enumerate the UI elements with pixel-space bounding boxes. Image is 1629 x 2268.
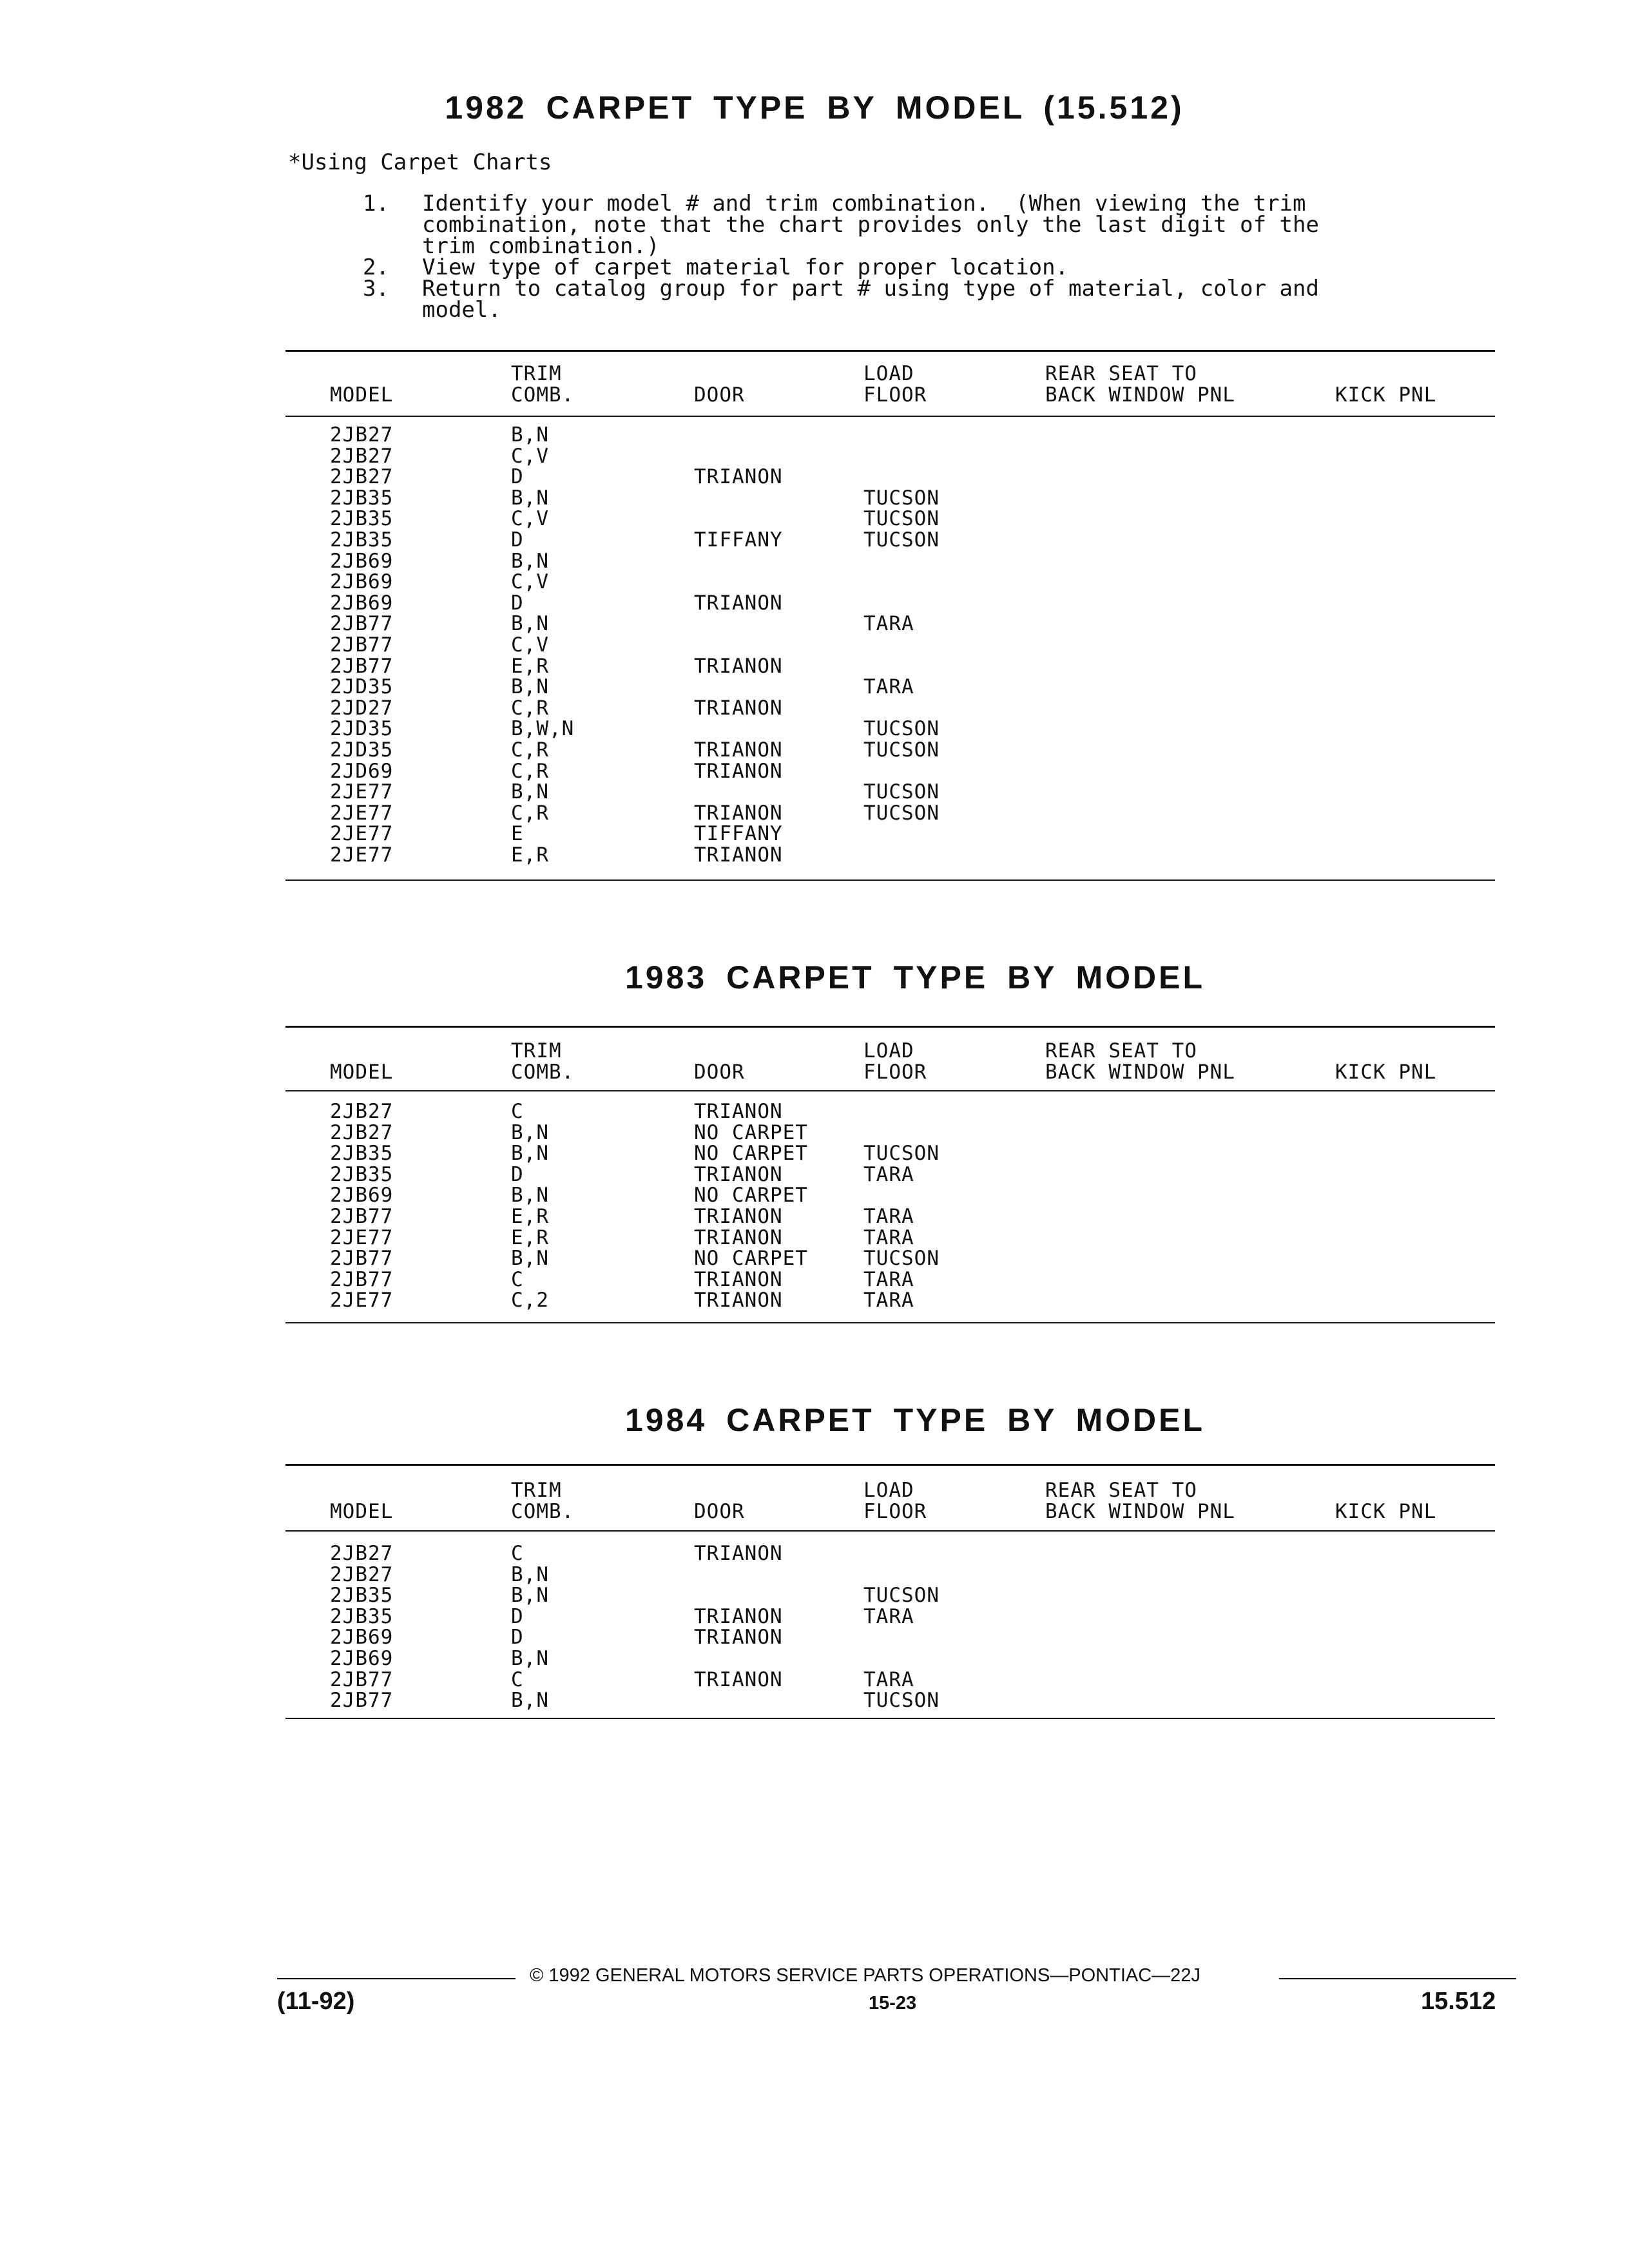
column-load-floor: TUCSON TARA TARA TUCSON bbox=[863, 1584, 940, 1713]
column-door: TRIANON TRIANON TRIANON TRIANON bbox=[694, 1542, 783, 1691]
header-rear-seat: REAR SEAT TO bbox=[1045, 1479, 1197, 1502]
column-trim-comb: B,N C,V D B,N C,V D B,N C,V D B,N C,V E,R B,N C,R B,W,N C,R C,R B,N C,R E E,R bbox=[511, 423, 575, 867]
column-model: 2JB27 2JB27 2JB27 2JB35 2JB35 2JB35 2JB69 2JB69 2JB69 2JB77 2JB77 2JB77 2JD35 2JD27 2JD35 2JD35 2JD69 2JE77 2JE77 2JE77 2JE77 bbox=[330, 423, 394, 867]
header-back-window: BACK WINDOW PNL bbox=[1045, 1061, 1235, 1084]
header-comb: COMB. bbox=[511, 1500, 575, 1523]
step-number: 1. bbox=[363, 191, 389, 216]
table-bottom-rule bbox=[285, 879, 1495, 881]
header-model: MODEL bbox=[330, 1500, 394, 1523]
footer-section-number: 15.512 bbox=[1421, 1988, 1496, 2015]
page-title: 1982 CARPET TYPE BY MODEL (15.512) bbox=[445, 90, 1184, 126]
column-trim-comb: C B,N B,N D D B,N C B,N bbox=[511, 1542, 549, 1713]
header-trim: TRIM bbox=[511, 1039, 562, 1062]
header-trim: TRIM bbox=[511, 362, 562, 385]
header-model: MODEL bbox=[330, 1061, 394, 1084]
header-floor: FLOOR bbox=[863, 1061, 927, 1084]
header-back-window: BACK WINDOW PNL bbox=[1045, 383, 1235, 407]
header-kick-pnl: KICK PNL bbox=[1335, 383, 1437, 407]
step-text: Return to catalog group for part # using type of material, color and model. bbox=[422, 276, 1319, 323]
table-bottom-rule bbox=[285, 1718, 1495, 1719]
step-text: Identify your model # and trim combination. (When viewing the trim combination, note that the chart provides only the last digit of the trim combination.) bbox=[422, 191, 1319, 259]
footer-revision-date: (11-92) bbox=[277, 1988, 355, 2015]
column-door: TRIANON TIFFANY TRIANON TRIANON TRIANON TRIANON TRIANON TRIANON TIFFANY TRIANON bbox=[694, 465, 783, 867]
table-top-rule bbox=[285, 350, 1495, 352]
column-door: TRIANON NO CARPET NO CARPET TRIANON NO CARPET TRIANON TRIANON NO CARPET TRIANON TRIANON bbox=[694, 1100, 808, 1312]
table-bottom-rule bbox=[285, 1322, 1495, 1323]
column-load-floor: TUCSON TUCSON TUCSON TARA TARA TUCSON TUCSON TUCSON TUCSON bbox=[863, 486, 940, 825]
header-rear-seat: REAR SEAT TO bbox=[1045, 1039, 1197, 1062]
column-model: 2JB27 2JB27 2JB35 2JB35 2JB69 2JB77 2JE77 2JB77 2JB77 2JE77 bbox=[330, 1100, 394, 1312]
footer-rule-right bbox=[1279, 1978, 1516, 1979]
header-floor: FLOOR bbox=[863, 1500, 927, 1523]
header-door: DOOR bbox=[694, 383, 745, 407]
header-rule bbox=[285, 416, 1495, 417]
header-floor: FLOOR bbox=[863, 383, 927, 407]
header-back-window: BACK WINDOW PNL bbox=[1045, 1500, 1235, 1523]
header-kick-pnl: KICK PNL bbox=[1335, 1500, 1437, 1523]
header-load: LOAD bbox=[863, 1479, 914, 1502]
table-top-rule bbox=[285, 1026, 1495, 1028]
header-kick-pnl: KICK PNL bbox=[1335, 1061, 1437, 1084]
column-load-floor: TUCSON TARA TARA TARA TUCSON TARA TARA bbox=[863, 1142, 940, 1312]
header-rule bbox=[285, 1090, 1495, 1091]
header-load: LOAD bbox=[863, 362, 914, 385]
header-comb: COMB. bbox=[511, 1061, 575, 1084]
header-rear-seat: REAR SEAT TO bbox=[1045, 362, 1197, 385]
section-title-1984: 1984 CARPET TYPE BY MODEL bbox=[625, 1402, 1206, 1438]
footer-rule-left bbox=[277, 1978, 516, 1979]
column-model: 2JB27 2JB27 2JB35 2JB35 2JB69 2JB69 2JB77 2JB77 bbox=[330, 1542, 394, 1713]
header-load: LOAD bbox=[863, 1039, 914, 1062]
intro-heading: *Using Carpet Charts bbox=[288, 149, 552, 175]
section-title-1983: 1983 CARPET TYPE BY MODEL bbox=[625, 959, 1206, 995]
footer-copyright: © 1992 GENERAL MOTORS SERVICE PARTS OPERATIONS—PONTIAC—22J bbox=[530, 1965, 1200, 1986]
table-top-rule bbox=[285, 1464, 1495, 1466]
header-door: DOOR bbox=[694, 1500, 745, 1523]
header-door: DOOR bbox=[694, 1061, 745, 1084]
footer-page-number: 15-23 bbox=[869, 1993, 917, 2013]
header-trim: TRIM bbox=[511, 1479, 562, 1502]
step-number: 3. bbox=[363, 276, 389, 302]
header-comb: COMB. bbox=[511, 383, 575, 407]
header-rule bbox=[285, 1530, 1495, 1532]
step-number: 2. bbox=[363, 255, 389, 280]
step-text: View type of carpet material for proper location. bbox=[422, 255, 1069, 280]
header-model: MODEL bbox=[330, 383, 394, 407]
column-trim-comb: C B,N B,N D B,N E,R E,R B,N C C,2 bbox=[511, 1100, 549, 1312]
